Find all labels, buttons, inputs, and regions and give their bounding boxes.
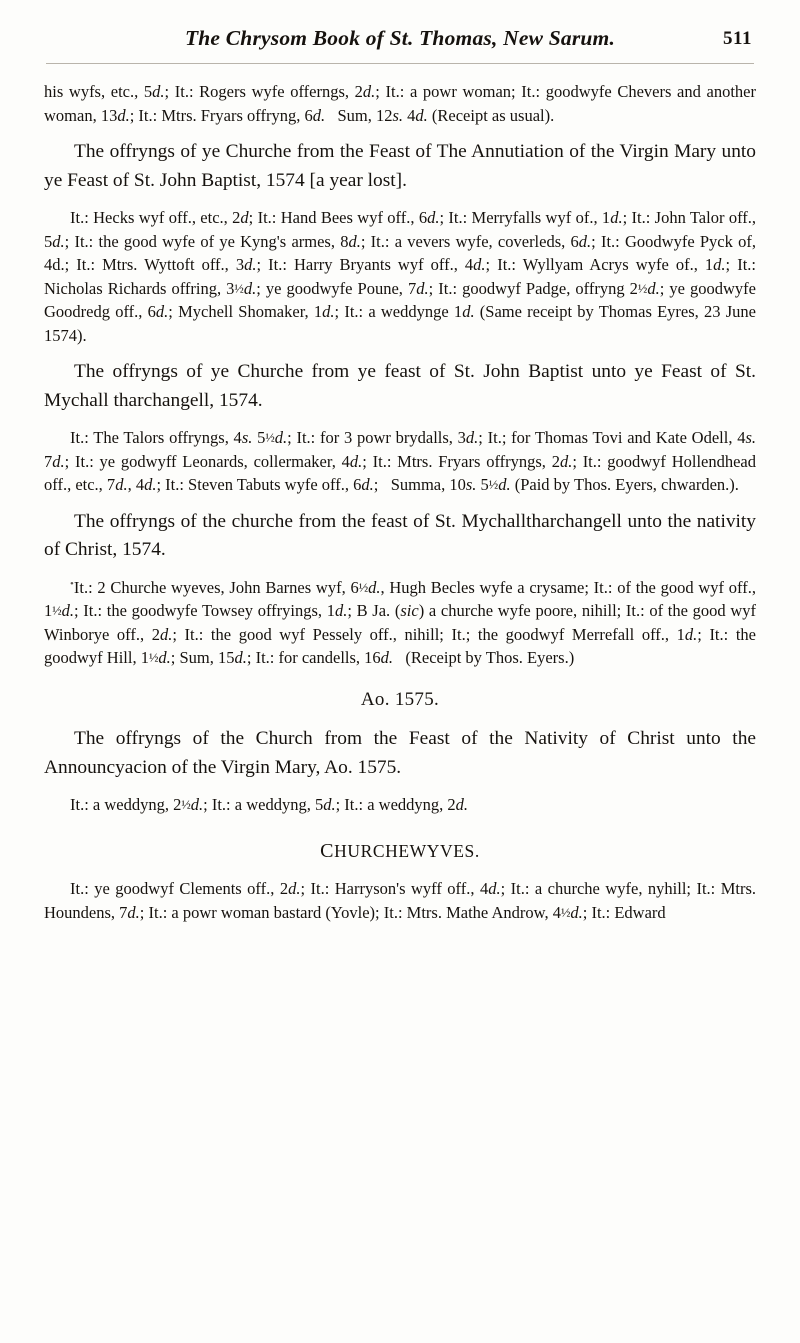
heading-year-1575: Ao. 1575. [360, 688, 440, 710]
page-number: 511 [723, 28, 752, 49]
paragraph-entries-1574-b: It.: The Talors offryngs, 4s. 5½d.; It.: for 3 powr brydalls, 3d.; It.; for Thomas Tovi and Kate Odell, 4s. 7d.; It.: ye godwyff Leonards, collermaker, 4d.; It.: Mtrs. Fryars offryngs, 2d.; It.: goodwyf Hollendhead off., etc., 7d., 4d.; It.: Steven Tabuts wyfe off., 6d.; Summa, 10s. 5½d. (Paid by Thos. Eyers, chwarden.). [44, 428, 756, 495]
marginal-mark: • [70, 577, 74, 590]
heading-churchewyves: CHURCHEWYVES. [320, 839, 480, 862]
paragraph-offryngs-1575: The offryngs of the Church from the Feast of the Nativity of Christ unto the Announcyacion of the Virgin Mary, Ao. 1575. [44, 728, 756, 778]
running-head-title: The Chrysom Book of St. Thomas, New Sarum. [184, 26, 616, 50]
paragraph-offryngs-michaelmas-nativity: The offryngs of the churche from the feast of St. Mychalltharchangell unto the nativity of Christ, 1574. [44, 510, 756, 561]
paragraph-entries-1574-a: It.: Hecks wyf off., etc., 2d; It.: Hand Bees wyf off., 6d.; It.: Merryfalls wyf of., 1d.; It.: John Talor off., 5d.; It.: the good wyfe of ye Kyng's armes, 8d.; It.: a vevers wyfe, coverleds, 6d.; It.: Goodwyfe Pyck of, 4d.; It.: Mtrs. Wyttoft off., 3d.; It.: Harry Bryants wyf off., 4d.; It.: Wyllyam Acrys wyfe of., 1d.; It.: Nicholas Richards offring, 3½d.; ye goodwyfe Poune, 7d.; It.: goodwyf Padge, offryng 2½d.; ye goodwyfe Goodredg off., 6d.; Mychell Shomaker, 1d.; It.: a weddynge 1d. (Same receipt by Thomas Eyres, 23 June 1574). [44, 208, 757, 345]
page-body [44, 80, 756, 924]
paragraph-entries-weddyngs: It.: a weddyng, 2½d.; It.: a weddyng, 5d.; It.: a weddyng, 2d. [70, 795, 469, 815]
paragraph-continuation: his wyfs, etc., 5d.; It.: Rogers wyfe offerngs, 2d.; It.: a powr woman; It.: goodwyfe Chevers and another woman, 13d.; It.: Mtrs. Fryars offryng, 6d. Sum, 12s. 4d. (Receipt as usual). [44, 82, 756, 125]
paragraph-offryngs-annunciation: The offryngs of ye Churche from the Feast of The Annutiation of the Virgin Mary unto ye Feast of St. John Baptist, 1574 [a year lost]. [44, 141, 756, 191]
paragraph-offryngs-baptist-michaelmas: The offryngs of ye Churche from ye feast of St. John Baptist unto ye Feast of St. Mychall tharchangell, 1574. [44, 361, 756, 411]
paragraph-entries-churchewyves: It.: ye goodwyf Clements off., 2d.; It.: Harryson's wyff off., 4d.; It.: a churche wyfe, nyhill; It.: Mtrs. Houndens, 7d.; It.: a powr woman bastard (Yovle); It.: Mtrs. Mathe Androw, 4½d.; It.: Edward [44, 879, 756, 922]
page-header [44, 26, 756, 51]
header-divider-rule [46, 63, 754, 64]
paragraph-entries-1574-c: •It.: 2 Churche wyeves, John Barnes wyf, 6½d., Hugh Becles wyfe a crysame; It.: of the good wyf off., 1½d.; It.: the goodwyfe Towsey offryings, 1d.; B Ja. (sic) a churche wyfe poore, nihill; It.: of the good wyf Winborye off., 2d.; It.: the good wyf Pessely off., nihill; It.; the goodwyf Merrefall off., 1d.; It.: the goodwyf Hill, 1½d.; Sum, 15d.; It.: for candells, 16d. (Receipt by Thos. Eyers.) [44, 577, 756, 668]
